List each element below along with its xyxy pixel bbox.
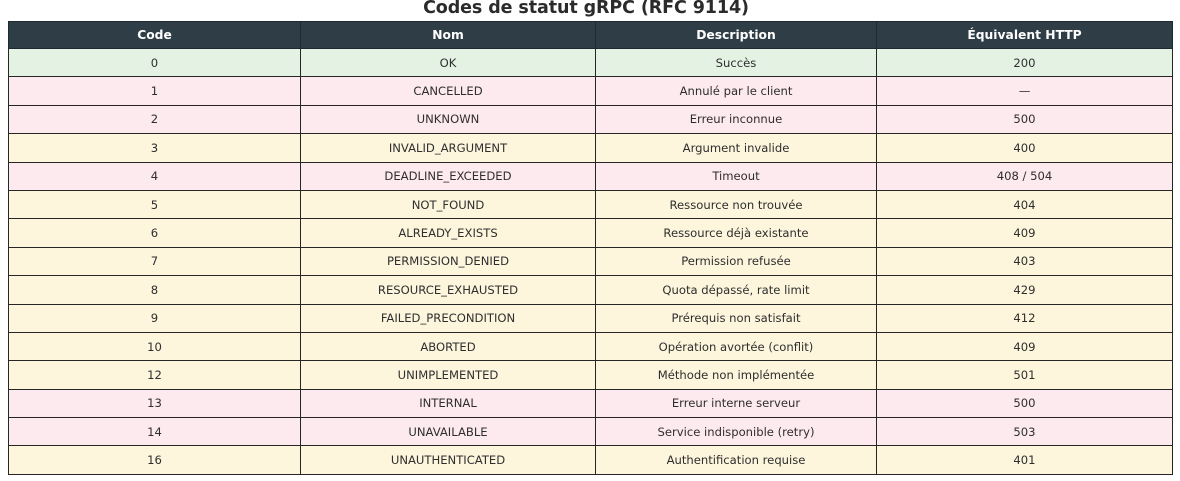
cell-http: 501 [877,361,1173,389]
cell-name: INTERNAL [301,389,596,417]
table-row [9,276,1173,304]
cell-description: Annulé par le client [596,77,877,105]
cell-description: Service indisponible (retry) [596,418,877,446]
cell-description: Erreur inconnue [596,105,877,133]
table-row [9,332,1173,360]
cell-name: UNAUTHENTICATED [301,446,596,474]
cell-description: Erreur interne serveur [596,389,877,417]
cell-code: 4 [9,162,301,190]
cell-description: Opération avortée (conflit) [596,332,877,360]
cell-http: 503 [877,418,1173,446]
table-row [9,247,1173,275]
cell-name: NOT_FOUND [301,190,596,218]
cell-http: 404 [877,190,1173,218]
cell-http: 500 [877,105,1173,133]
table-row [9,134,1173,162]
table-row [9,190,1173,218]
column-header-name: Nom [301,22,596,49]
column-header-http: Équivalent HTTP [877,22,1173,49]
table-row [9,162,1173,190]
cell-code: 0 [9,49,301,77]
cell-description: Quota dépassé, rate limit [596,276,877,304]
cell-http: — [877,77,1173,105]
cell-name: FAILED_PRECONDITION [301,304,596,332]
cell-http: 500 [877,389,1173,417]
cell-description: Succès [596,49,877,77]
table-header-row [9,22,1173,49]
table-header [9,22,1173,49]
cell-description: Ressource non trouvée [596,190,877,218]
cell-http: 408 / 504 [877,162,1173,190]
cell-http: 412 [877,304,1173,332]
cell-http: 403 [877,247,1173,275]
cell-description: Prérequis non satisfait [596,304,877,332]
table-row [9,389,1173,417]
cell-code: 7 [9,247,301,275]
cell-name: RESOURCE_EXHAUSTED [301,276,596,304]
cell-name: UNAVAILABLE [301,418,596,446]
column-header-description: Description [596,22,877,49]
grpc-status-table [8,21,1173,475]
cell-name: OK [301,49,596,77]
cell-name: CANCELLED [301,77,596,105]
cell-code: 12 [9,361,301,389]
cell-name: ABORTED [301,332,596,360]
cell-code: 1 [9,77,301,105]
cell-code: 3 [9,134,301,162]
page-title: Codes de statut gRPC (RFC 9114) [423,0,749,18]
table-row [9,361,1173,389]
cell-code: 8 [9,276,301,304]
cell-description: Permission refusée [596,247,877,275]
cell-name: DEADLINE_EXCEEDED [301,162,596,190]
cell-http: 200 [877,49,1173,77]
cell-http: 401 [877,446,1173,474]
table-row [9,77,1173,105]
table-row [9,105,1173,133]
cell-code: 14 [9,418,301,446]
cell-code: 9 [9,304,301,332]
cell-code: 6 [9,219,301,247]
cell-description: Authentification requise [596,446,877,474]
table-row [9,219,1173,247]
table-row [9,418,1173,446]
table-body [9,49,1173,475]
cell-description: Argument invalide [596,134,877,162]
column-header-code: Code [9,22,301,49]
cell-code: 5 [9,190,301,218]
cell-code: 13 [9,389,301,417]
cell-name: PERMISSION_DENIED [301,247,596,275]
cell-http: 429 [877,276,1173,304]
cell-name: UNKNOWN [301,105,596,133]
cell-code: 2 [9,105,301,133]
cell-name: ALREADY_EXISTS [301,219,596,247]
table-row [9,49,1173,77]
cell-description: Ressource déjà existante [596,219,877,247]
cell-name: INVALID_ARGUMENT [301,134,596,162]
table-row [9,446,1173,474]
table-row [9,304,1173,332]
cell-code: 16 [9,446,301,474]
cell-description: Méthode non implémentée [596,361,877,389]
cell-name: UNIMPLEMENTED [301,361,596,389]
cell-http: 409 [877,332,1173,360]
cell-code: 10 [9,332,301,360]
cell-http: 409 [877,219,1173,247]
cell-description: Timeout [596,162,877,190]
cell-http: 400 [877,134,1173,162]
